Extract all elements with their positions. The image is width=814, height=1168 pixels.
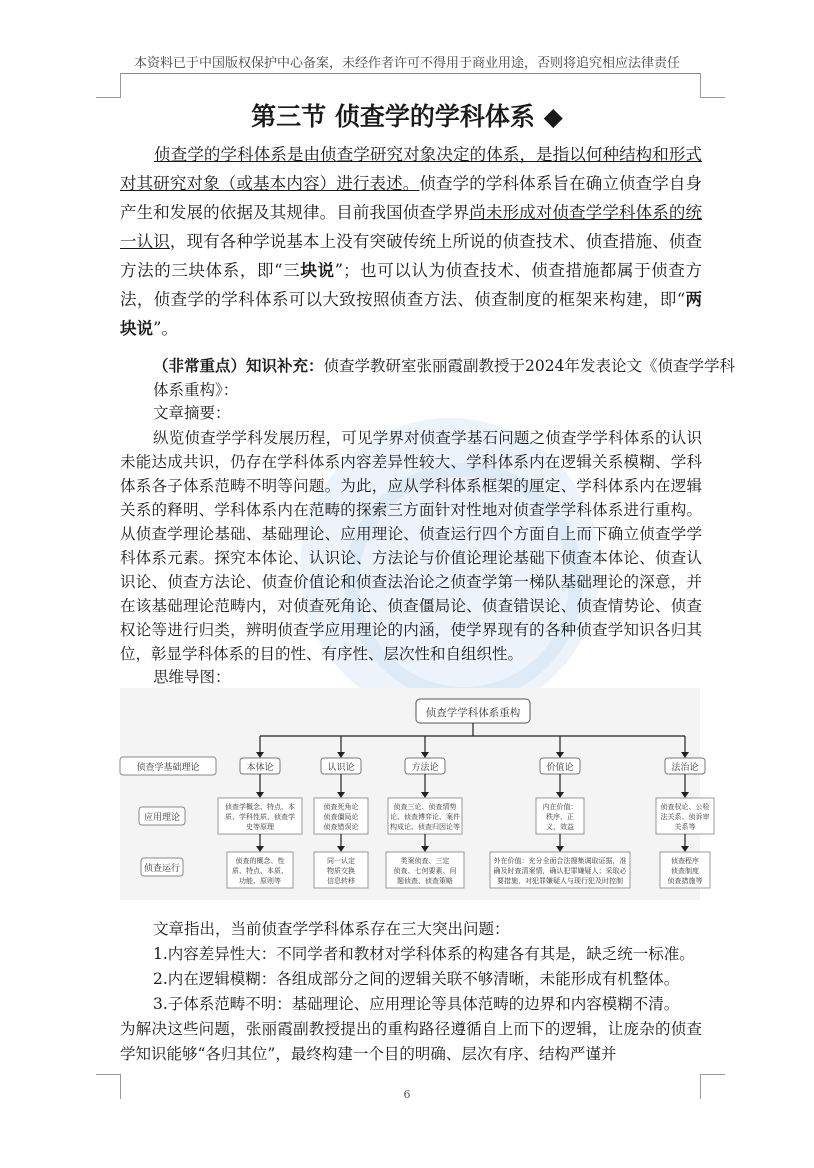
- operation-text: 同一认定: [327, 857, 355, 865]
- problem-item-2: 2.内在逻辑模糊：各组成部分之间的逻辑关联不够清晰，未能形成有机整体。: [153, 970, 680, 988]
- applied-text: 秩序、正: [546, 813, 574, 821]
- row-label: 侦查运行: [143, 864, 181, 874]
- operation-text: 功能、原则等: [239, 877, 281, 885]
- branch-node-label: 方法论: [411, 763, 439, 773]
- problems-intro: 文章指出，当前侦查学学科体系存在三大突出问题：: [153, 920, 510, 938]
- arrow-head: [421, 752, 429, 758]
- arrow-head: [421, 846, 429, 852]
- applied-text: 史等原理: [246, 823, 274, 831]
- diamond-icon: ◆: [543, 102, 563, 131]
- arrow-head: [256, 846, 264, 852]
- mindmap-label: 思维导图：: [153, 668, 231, 686]
- intro-paragraph: [120, 140, 702, 343]
- arrow-head: [556, 846, 564, 852]
- applied-text: 义、效益: [546, 823, 574, 831]
- operation-text: 质、特点、本质、: [232, 867, 288, 875]
- row-label: 侦查学基础理论: [136, 763, 200, 773]
- applied-text: 内在价值：: [542, 803, 578, 811]
- section-title: [0, 97, 814, 133]
- applied-text: 质、学科性质、侦查学: [225, 813, 295, 821]
- operation-text: 信息转移: [327, 877, 355, 885]
- arrow-head: [256, 792, 264, 798]
- mind-map-diagram: [120, 688, 710, 900]
- branch-node-label: 价值论: [546, 763, 574, 773]
- intro-text-3: ”；也可以认为侦查技术、侦查措施都属于侦查方法，侦查学的学科体系可以大致按照侦查方法、侦查制度的框架来构建，即“: [120, 261, 702, 309]
- intro-bold-1: 块说: [300, 261, 335, 280]
- corner-mark-top-left: [96, 73, 121, 98]
- operation-text: 侦查制度: [671, 867, 699, 875]
- intro-underlined-2: 尚未形成对侦查学学科体系的统一认识: [120, 203, 703, 251]
- mind-map-svg: [120, 688, 710, 900]
- corner-mark-top-right: [700, 73, 725, 98]
- operation-text: 类案侦查、三定: [400, 857, 450, 865]
- applied-text: 侦查权论、公检: [660, 803, 710, 811]
- arrow-head: [337, 846, 345, 852]
- operation-text: 侦查、七何要素、问: [393, 867, 457, 875]
- applied-text: 侦查僵局论: [323, 813, 359, 821]
- abstract-label: 文章摘要：: [153, 404, 231, 422]
- section-title-text: 第三节 侦查学的学科体系: [251, 102, 535, 131]
- intro-text-4: ”。: [153, 319, 178, 338]
- operation-text: 外在价值：充分全面合法搜集调取证据，准: [493, 857, 627, 865]
- problems-conclusion: 为解决这些问题，张丽霞副教授提出的重构路径遵循自上而下的逻辑，让庞杂的侦查学知识能够“各归其位”，最终构建一个目的明确、层次有序、结构严谨并: [120, 1020, 702, 1063]
- supplement-paragraph: [120, 354, 735, 402]
- applied-text: 法关系、侦诉审: [660, 813, 710, 821]
- intro-bold-2: 两块说: [120, 290, 703, 338]
- operation-text: 题侦查、侦查策略: [397, 877, 453, 885]
- applied-text: 侦查学概念、特点、本: [225, 803, 295, 811]
- operation-text: 要措施，对犯罪嫌疑人与现行犯及时控制: [497, 877, 623, 885]
- arrow-head: [337, 792, 345, 798]
- intro-underlined-1: 侦查学的学科体系是由侦查学研究对象决定的体系，是指以何种结构和形式对其研究对象（或基本内容）进行表述。: [120, 145, 702, 193]
- row-label: 应用理论: [143, 813, 181, 823]
- applied-text: 侦查死角论: [323, 803, 359, 811]
- operation-text: 物质交换: [327, 867, 355, 875]
- header-rule: [120, 73, 700, 74]
- problems-section: [120, 917, 702, 1067]
- arrow-head: [337, 752, 345, 758]
- arrow-head: [256, 752, 264, 758]
- branch-node-label: 认识论: [327, 763, 355, 773]
- arrow-head: [556, 752, 564, 758]
- applied-text: 构成论、侦查归因论等: [390, 823, 460, 831]
- arrow-head: [681, 792, 689, 798]
- operation-text: 侦查的概念、性: [235, 857, 285, 865]
- abstract-text: 纵览侦查学学科发展历程，可见学界对侦查学基石问题之侦查学学科体系的认识未能达成共识，仍存在学科体系内容差异性较大、学科体系内在逻辑关系模糊、学科体系各子体系范畴不明等问题。为此，应从学科体系框架的厘定、学科体系内在逻辑关系的释明、学科体系内在范畴的探索三方面针对性地对侦查学学科体系进行重构。从侦查学理论基础、基础理论、应用理论、侦查运行四个方面自上而下确立侦查学学科体系元素。探究本体论、认识论、方法论与价值论理论基础下侦查本体论、侦查认识论、侦查方法论、侦查价值论和侦查法治论之侦查学第一梯队基础理论的深意，并在该基础理论范畴内，对侦查死角论、侦查僵局论、侦查错误论、侦查情势论、侦查权论等进行归类，辨明侦查学应用理论的内涵，使学界现有的各种侦查学知识各归其位，彰显学科体系的目的性、有序性、层次性和自组织性。: [120, 429, 702, 663]
- copyright-header: 本资料已于中国版权保护中心备案，未经作者许可不得用于商业用途，否则将追究相应法律责任: [133, 56, 680, 71]
- operation-text: 侦查措施等: [667, 877, 703, 885]
- supplement-text: 侦查学教研室张丽霞副教授于2024年发表论文《侦查学学科体系重构》：: [153, 357, 735, 399]
- problem-item-1: 1.内容差异性大：不同学者和教材对学科体系的构建各有其是，缺乏统一标准。: [153, 945, 695, 963]
- intro-text-1: 侦查学的学科体系旨在确立侦查学自身产生和发展的依据及其规律。目前我国侦查学界: [120, 174, 703, 222]
- arrow-head: [681, 752, 689, 758]
- operation-text: 确及时查清案情，确认犯罪嫌疑人；采取必: [493, 867, 627, 875]
- arrow-head: [681, 846, 689, 852]
- supplement-label: （非常重点）知识补充：: [153, 356, 324, 375]
- applied-text: 侦查三论、侦查情势: [393, 803, 457, 811]
- operation-text: 侦查程序: [671, 857, 699, 865]
- applied-text: 关系等: [674, 823, 696, 831]
- applied-text: 论、侦查博弈论、案件: [390, 813, 460, 821]
- page-number: 6: [403, 1088, 411, 1101]
- intro-text-2: ，现有各种学说基本上没有突破传统上所说的侦查技术、侦查措施、侦查方法的三块体系，即“三: [120, 232, 703, 280]
- problem-item-3: 3.子体系范畴不明：基础理论、应用理论等具体范畴的边界和内容模糊不清。: [153, 995, 680, 1013]
- arrow-head: [421, 792, 429, 798]
- branch-node-label: 本体论: [246, 763, 274, 773]
- applied-text: 侦查错误论: [323, 823, 359, 831]
- arrow-head: [556, 792, 564, 798]
- branch-node-label: 法治论: [671, 763, 699, 773]
- root-node-label: 侦查学学科体系重构: [425, 707, 521, 719]
